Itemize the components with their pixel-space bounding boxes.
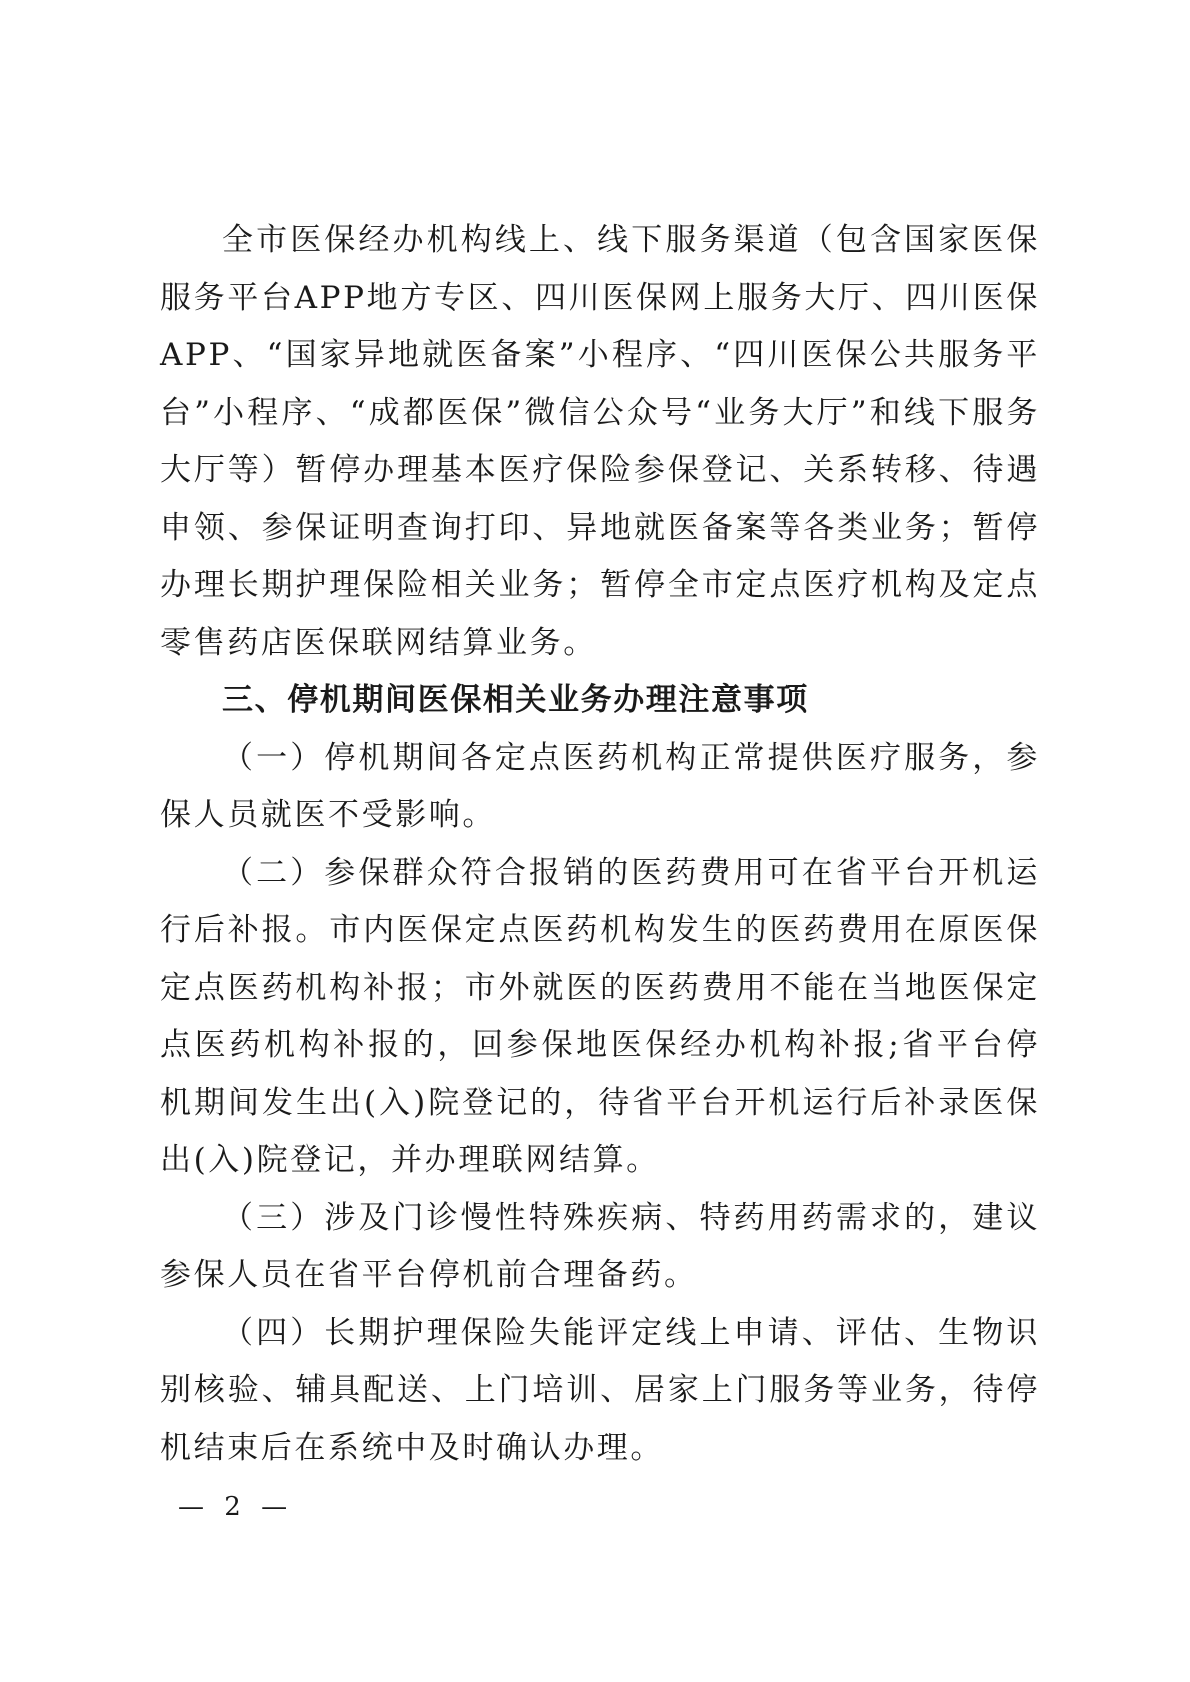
page-number: — 2 —	[178, 1492, 294, 1522]
document-page	[160, 212, 1040, 1477]
item-3-paragraph: （三）涉及门诊慢性特殊疾病、特药用药需求的，建议参保人员在省平台停机前合理备药。	[160, 1199, 1040, 1293]
body-paragraph-1: 全市医保经办机构线上、线下服务渠道（包含国家医保服务平台APP地方专区、四川医保网上服务大厅、四川医保APP、“国家异地就医备案”小程序、“四川医保公共服务平台”小程序、“成都医保”微信公众号“业务大厅”和线下服务大厅等）暂停办理基本医疗保险参保登记、关系转移、待遇申领、参保证明查询打印、异地就医备案等各类业务；暂停办理长期护理保险相关业务；暂停全市定点医疗机构及定点零售药店医保联网结算业务。	[160, 222, 1040, 661]
section-heading-3: 三、停机期间医保相关业务办理注意事项	[222, 682, 809, 718]
item-4-paragraph: （四）长期护理保险失能评定线上申请、评估、生物识别核验、辅具配送、上门培训、居家上门服务等业务，待停机结束后在系统中及时确认办理。	[160, 1314, 1040, 1466]
item-2-paragraph: （二）参保群众符合报销的医药费用可在省平台开机运行后补报。市内医保定点医药机构发生的医药费用在原医保定点医药机构补报；市外就医的医药费用不能在当地医保定点医药机构补报的，回参保地医保经办机构补报;省平台停机期间发生出(入)院登记的，待省平台开机运行后补录医保出(入)院登记，并办理联网结算。	[160, 854, 1040, 1178]
item-1-paragraph: （一）停机期间各定点医药机构正常提供医疗服务，参保人员就医不受影响。	[160, 739, 1040, 833]
